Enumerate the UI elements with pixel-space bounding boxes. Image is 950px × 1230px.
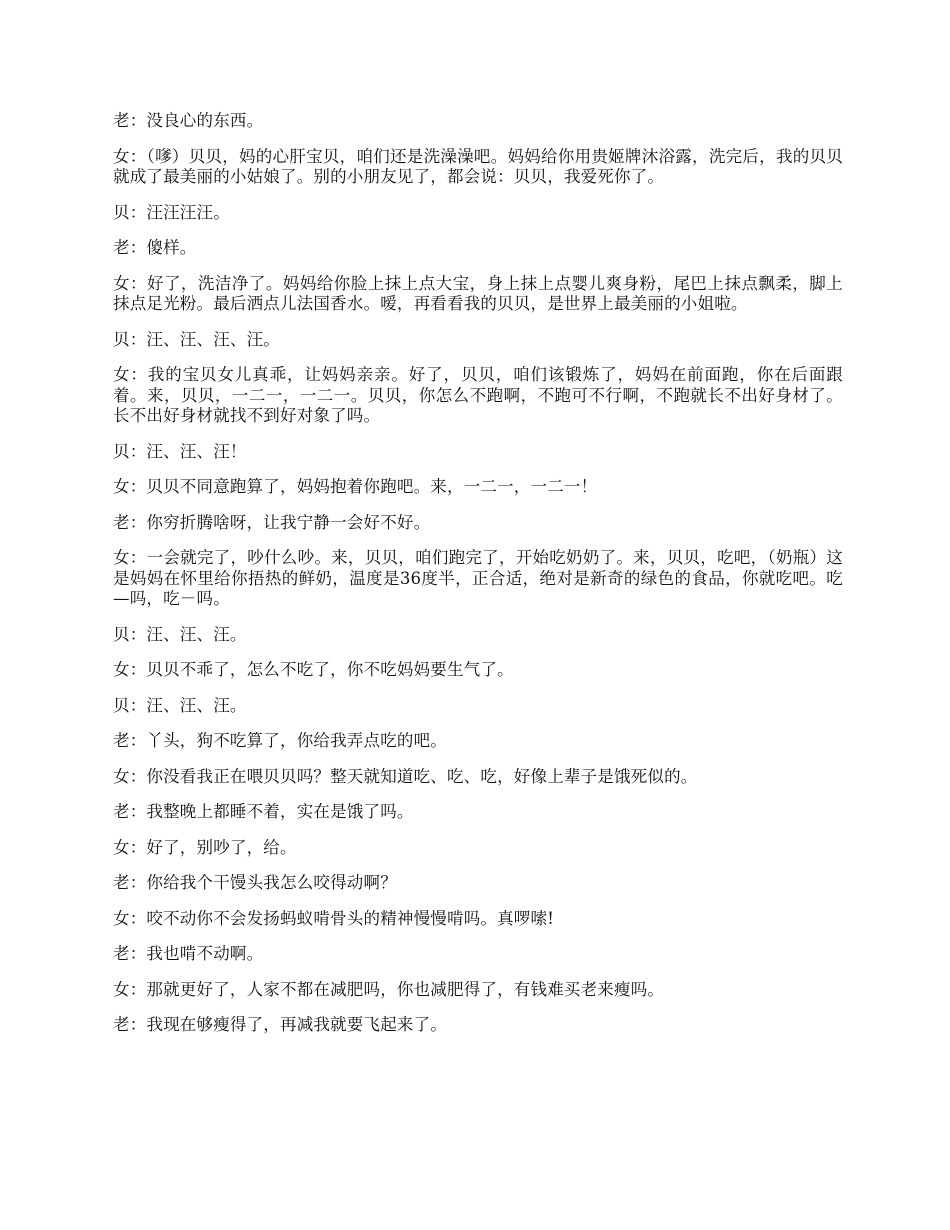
dialogue-line: 贝：汪、汪、汪。 <box>113 624 247 644</box>
dialogue-line: 贝：汪、汪、汪、汪。 <box>113 329 280 349</box>
dialogue-line: 女：咬不动你不会发扬蚂蚁啃骨头的精神慢慢啃吗。真啰嗦! <box>113 908 555 928</box>
dialogue-line: 贝：汪汪汪汪。 <box>113 202 230 222</box>
dialogue-line: 老：没良心的东西。 <box>113 111 264 130</box>
dialogue-line: 老：你穷折腾啥呀，让我宁静一会好不好。 <box>113 512 431 532</box>
dialogue-line: 老：我也啃不动啊。 <box>113 944 264 963</box>
dialogue-line: 老：你给我个干馒头我怎么咬得动啊？ <box>113 873 397 892</box>
dialogue-line: 女：你没看我正在喂贝贝吗？整天就知道吃、吃、吃，好像上辈子是饿死似的。 <box>113 766 698 786</box>
dialogue-line: 老：我整晚上都睡不着，实在是饿了吗。 <box>113 802 414 821</box>
dialogue-line: 贝：汪、汪、汪。 <box>113 695 247 715</box>
dialogue-line: 女：（嗲）贝贝，妈的心肝宝贝，咱们还是洗澡澡吧。妈妈给你用贵姬牌沐浴露，洗完后，我的贝贝就成了最美丽的小姑娘了。别的小朋友见了，都会说：贝贝，我爱死你了。 <box>113 146 843 186</box>
dialogue-line: 女：那就更好了，人家不都在减肥吗，你也减肥得了，有钱难买老来瘦吗。 <box>113 979 665 999</box>
document-body <box>113 111 843 1051</box>
dialogue-line: 女：一会就完了，吵什么吵。来，贝贝，咱们跑完了，开始吃奶奶了。来，贝贝，吃吧，（奶瓶）这是妈妈在怀里给你捂热的鲜奶，温度是36度半，正合适，绝对是新奇的绿色的食品，你就吃吧。吃—吗，吃－吗。 <box>113 548 843 608</box>
dialogue-line: 女：好了，洗洁净了。妈妈给你脸上抹上点大宝，身上抹上点婴儿爽身粉，尾巴上抹点飘柔，脚上抹点足光粉。最后洒点儿法国香水。嗳，再看看我的贝贝，是世界上最美丽的小姐啦。 <box>113 273 843 313</box>
dialogue-line: 老：丫头，狗不吃算了，你给我弄点吃的吧。 <box>113 731 447 750</box>
dialogue-line: 女：贝贝不同意跑算了，妈妈抱着你跑吧。来，一二一，一二一！ <box>113 477 598 496</box>
dialogue-line: 贝：汪、汪、汪！ <box>113 441 247 461</box>
dialogue-line: 女：好了，别吵了，给。 <box>113 837 297 857</box>
dialogue-line: 老：我现在够瘦得了，再减我就要飞起来了。 <box>113 1015 447 1034</box>
dialogue-line: 女：贝贝不乖了，怎么不吃了，你不吃妈妈要生气了。 <box>113 660 514 679</box>
dialogue-line: 女：我的宝贝女儿真乖，让妈妈亲亲。好了，贝贝，咱们该锻炼了，妈妈在前面跑，你在后面跟着。来，贝贝，一二一，一二一。贝贝，你怎么不跑啊，不跑可不行啊，不跑就长不出好身材了。长不出好身材就找不到好对象了吗。 <box>113 365 843 425</box>
dialogue-line: 老：傻样。 <box>113 238 197 257</box>
